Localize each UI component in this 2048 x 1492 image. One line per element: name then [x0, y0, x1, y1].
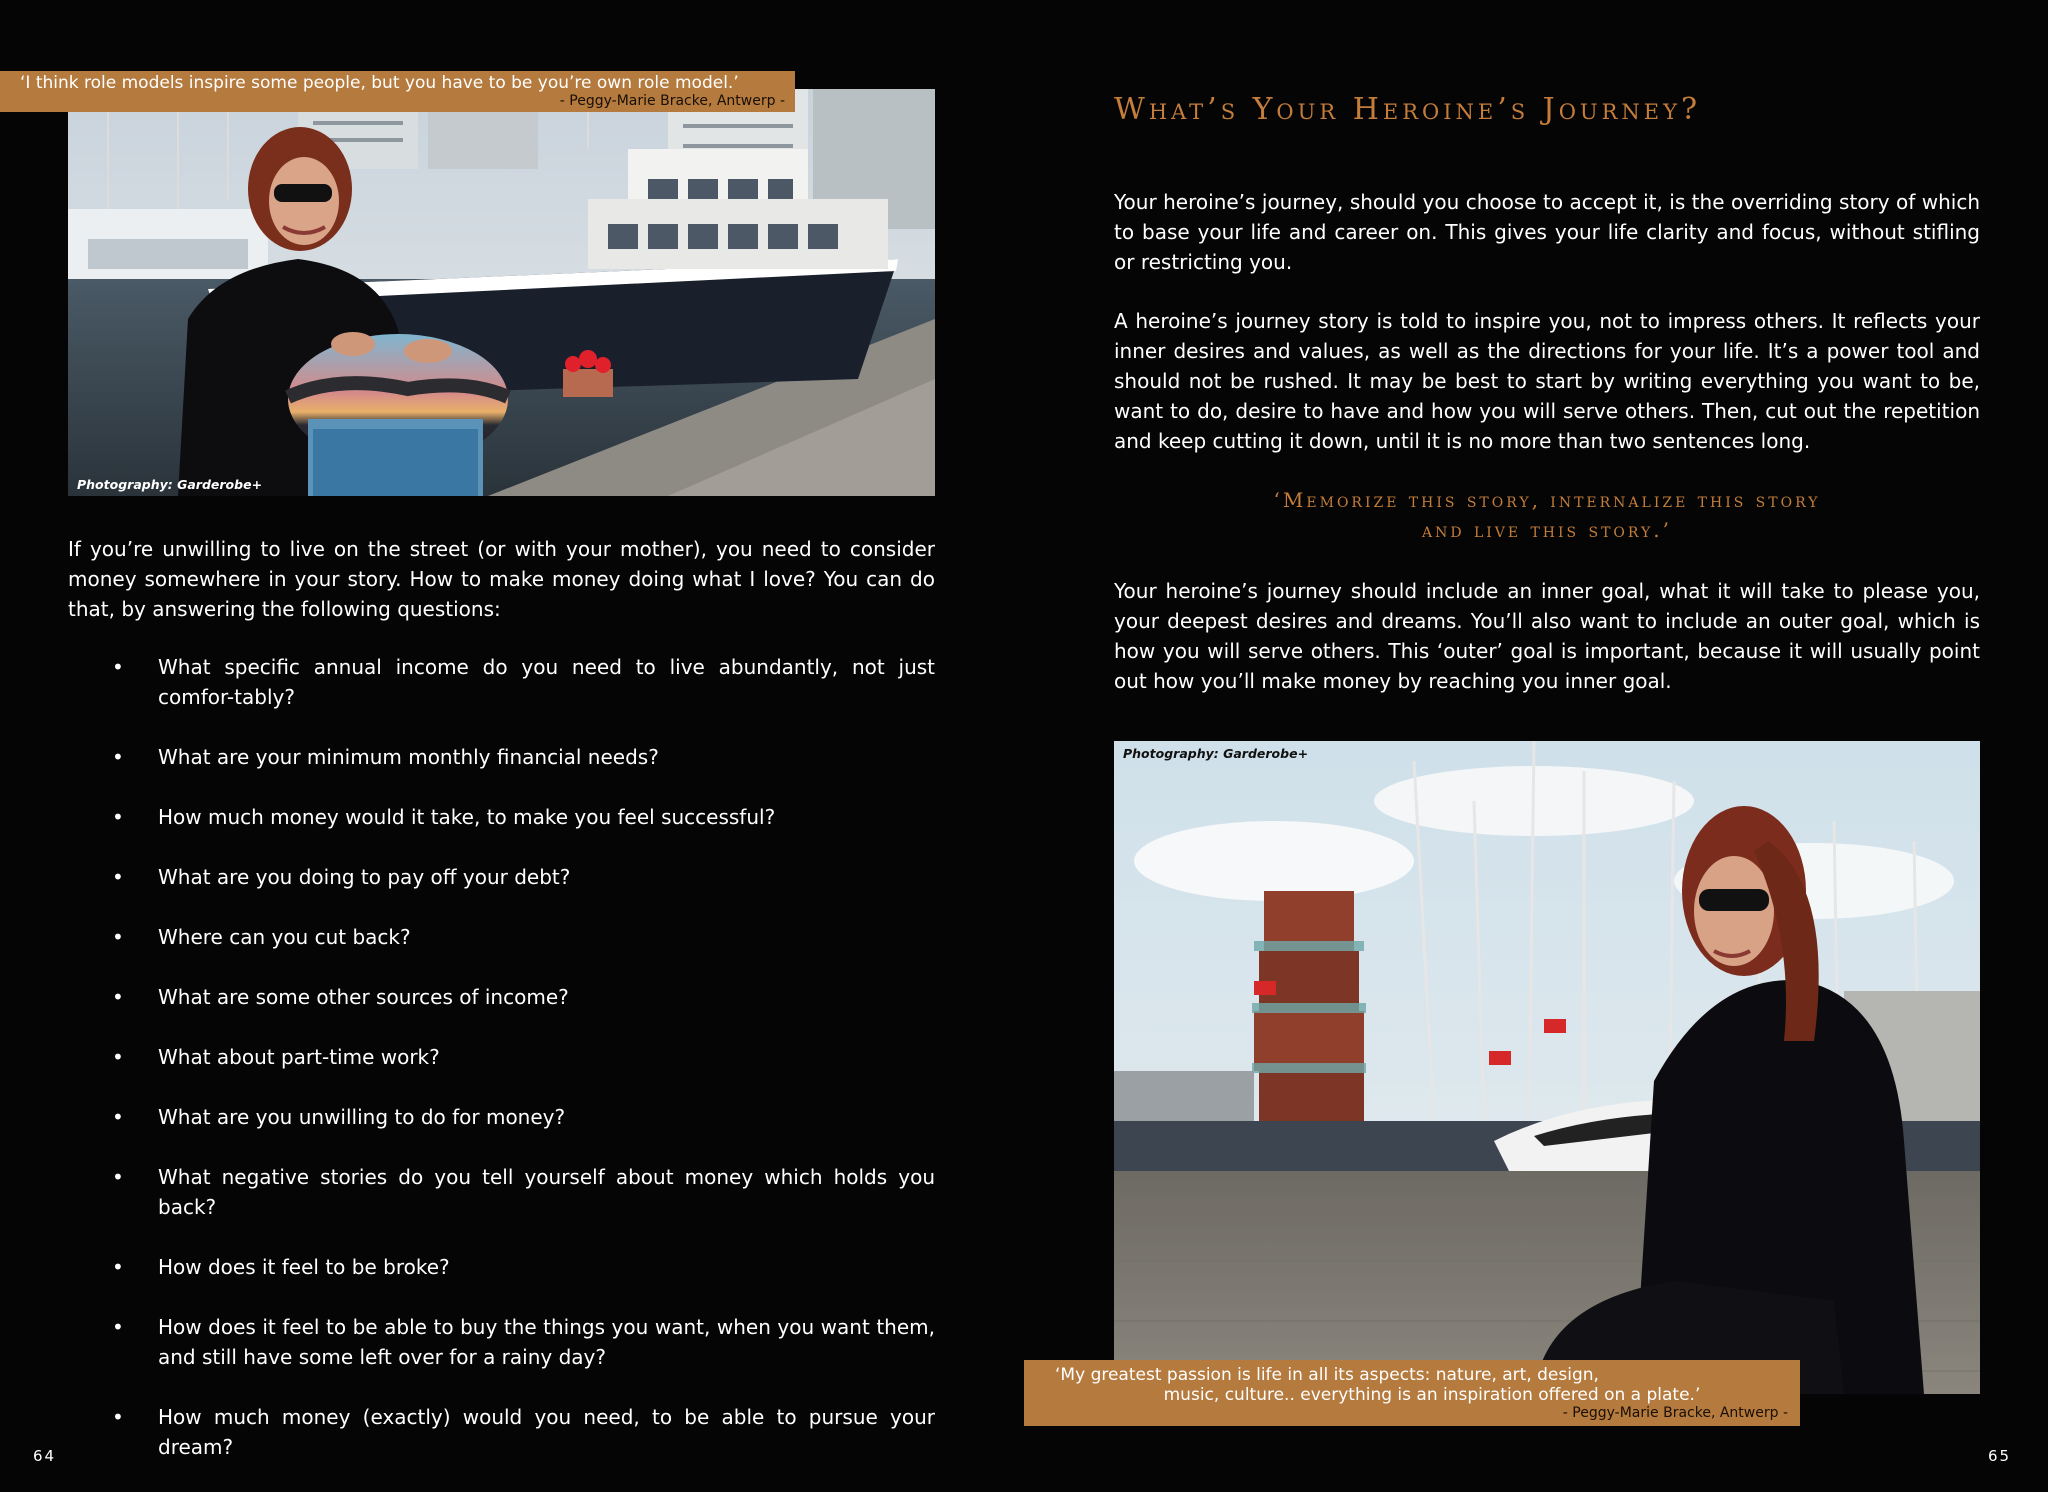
- pull-quote-line-2: and live this story.’: [1422, 518, 1672, 542]
- bullet-icon: •: [112, 745, 124, 769]
- list-item: [68, 1162, 935, 1222]
- page-number-left: 64: [33, 1447, 57, 1465]
- quote-attribution: - Peggy-Marie Bracke, Antwerp -: [1562, 1405, 1788, 1421]
- bullet-icon: •: [112, 1255, 124, 1279]
- photo-credit: Photography: Garderobe+: [1123, 746, 1309, 761]
- pull-quote: [1114, 485, 1980, 545]
- page-heading: What’s Your Heroine’s Journey?: [1114, 92, 1702, 127]
- question-text: How much money would it take, to make you feel successful?: [158, 805, 776, 829]
- bullet-icon: •: [112, 1105, 124, 1129]
- list-item: [68, 1042, 935, 1072]
- question-text: How does it feel to be able to buy the things you want, when you want them, and still have some left over for a rainy day?: [158, 1315, 935, 1369]
- list-item: [68, 862, 935, 892]
- bullet-icon: •: [112, 985, 124, 1009]
- bottom-quote-banner: [1024, 1360, 1800, 1426]
- bullet-icon: •: [112, 655, 124, 679]
- list-item: [68, 742, 935, 772]
- bullet-icon: •: [112, 1405, 124, 1429]
- bullet-icon: •: [112, 865, 124, 889]
- list-item: [68, 982, 935, 1012]
- bullet-icon: •: [112, 1165, 124, 1189]
- harbor-photo-woman-with-bollard: [68, 89, 935, 496]
- marina-photo-illustration: [1114, 741, 1980, 1394]
- list-item: [68, 802, 935, 832]
- heroine-journey-paragraph-1: Your heroine’s journey, should you choose to accept it, is the overriding story of which to base your life and career on. This gives your life clarity and focus, without stifling or restricting you.: [1114, 190, 1980, 274]
- quote-text: ‘I think role models inspire some people, but you have to be you’re own role model.’: [20, 73, 739, 93]
- list-item: [68, 652, 935, 712]
- top-quote-banner: [0, 71, 795, 112]
- quote-line-2: music, culture.. everything is an inspiration offered on a plate.’: [1163, 1385, 1701, 1405]
- bullet-icon: •: [112, 925, 124, 949]
- question-text: What are you unwilling to do for money?: [158, 1105, 566, 1129]
- bullet-icon: •: [112, 1315, 124, 1339]
- list-item: [68, 1252, 935, 1282]
- question-text: How much money (exactly) would you need, to be able to pursue your dream?: [158, 1405, 935, 1459]
- question-text: What negative stories do you tell yourself about money which holds you back?: [158, 1165, 935, 1219]
- list-item: [68, 1402, 935, 1462]
- question-text: What about part-time work?: [158, 1045, 440, 1069]
- bullet-icon: •: [112, 1045, 124, 1069]
- money-questions-list: [68, 652, 935, 1492]
- question-text: What are you doing to pay off your debt?: [158, 865, 571, 889]
- list-item: [68, 1102, 935, 1132]
- money-intro-paragraph: If you’re unwilling to live on the street (or with your mother), you need to consider money somewhere in your story. How to make money doing what I love? You can do that, by answering the following questions:: [68, 537, 935, 621]
- bullet-icon: •: [112, 805, 124, 829]
- harbor-photo-woman-seated: [1114, 741, 1980, 1394]
- quote-text: [1036, 1365, 1788, 1405]
- heroine-journey-paragraph-3: Your heroine’s journey should include an inner goal, what it will take to please you, your deepest desires and dreams. You’ll also want to include an outer goal, which is how you will serve others. This ‘outer’ goal is important, because it will usually point out how you’ll make money by reaching you inner goal.: [1114, 579, 1980, 693]
- question-text: What are your minimum monthly financial needs?: [158, 745, 659, 769]
- quote-line-1: ‘My greatest passion is life in all its aspects: nature, art, design,: [1055, 1365, 1599, 1385]
- question-text: Where can you cut back?: [158, 925, 411, 949]
- photo-credit: Photography: Garderobe+: [77, 477, 263, 492]
- list-item: [68, 922, 935, 952]
- page-number-right: 65: [1988, 1447, 2012, 1465]
- harbor-photo-illustration: [68, 89, 935, 496]
- heroine-journey-paragraph-2: A heroine’s journey story is told to inspire you, not to impress others. It reflects your inner desires and values, as well as the directions for your life. It’s a power tool and should not be rushed. It may be best to start by writing everything you want to be, want to do, desire to have and how you will serve others. Then, cut out the repetition and keep cutting it down, until it is no more than two sentences long.: [1114, 309, 1980, 453]
- question-text: How does it feel to be broke?: [158, 1255, 450, 1279]
- list-item: [68, 1312, 935, 1372]
- question-text: What are some other sources of income?: [158, 985, 569, 1009]
- pull-quote-line-1: ‘Memorize this story, internalize this story: [1273, 488, 1821, 512]
- question-text: What specific annual income do you need to live abundantly, not just comfor-tably?: [158, 655, 935, 709]
- quote-attribution: - Peggy-Marie Bracke, Antwerp -: [559, 93, 785, 109]
